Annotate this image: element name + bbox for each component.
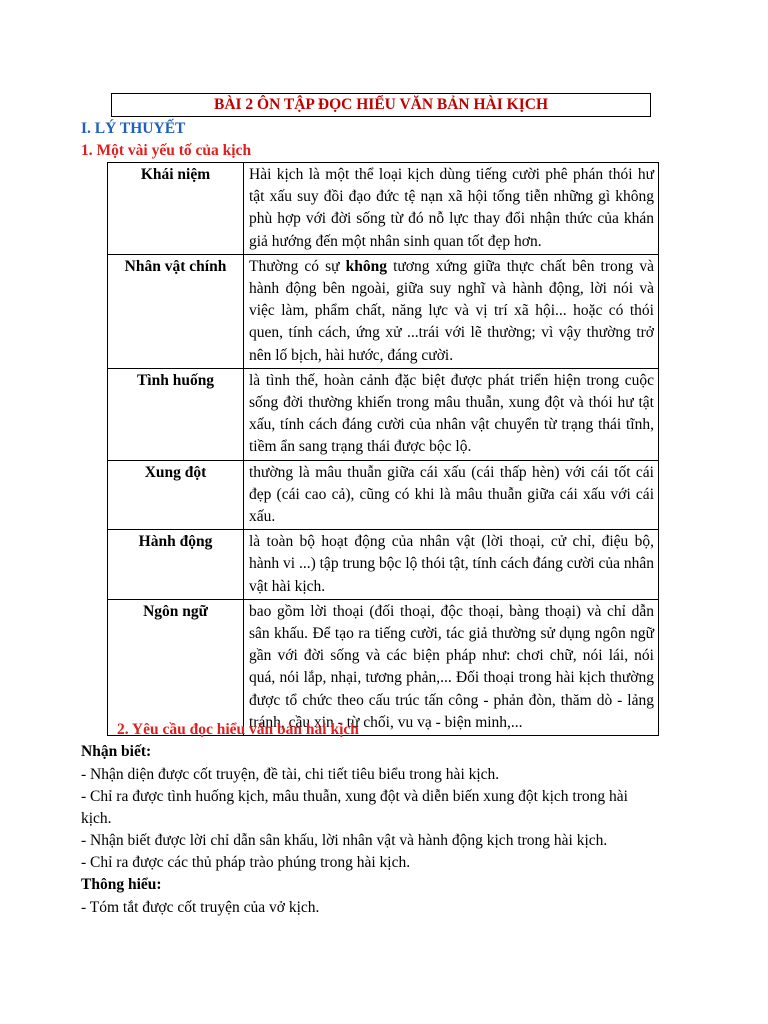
subsection-heading-requirements: 2. Yêu cầu đọc hiểu văn bản hài kịch bbox=[117, 721, 359, 738]
drama-elements-table bbox=[107, 162, 659, 736]
list-item: - Chỉ ra được các thủ pháp trào phúng trong hài kịch. bbox=[81, 854, 411, 871]
definition-cell: Hài kịch là một thể loại kịch dùng tiếng cười phê phán thói hư tật xấu suy đồi đạo đức tệ nạn xã hội tống tiễn những gì không phù hợp với đời sống từ đó nỗ lực thay đổi nhận thức của khán giả hướng đến một nhân sinh quan tốt đẹp hơn. bbox=[244, 163, 659, 255]
list-item: kịch. bbox=[81, 810, 112, 827]
table-row bbox=[108, 460, 659, 530]
table-row bbox=[108, 163, 659, 255]
term-cell: Hành động bbox=[108, 530, 244, 600]
table-row bbox=[108, 368, 659, 460]
table-row bbox=[108, 599, 659, 735]
definition-cell: là tình thế, hoàn cảnh đặc biệt được phát triển hiện trong cuộc sống đời thường khiến trong mâu thuẫn, xung đột và thói hư tật xấu, tính cách đáng cười của nhân vật chuyển từ trạng thái tĩnh, tiềm ẩn sang trạng thái được bộc lộ. bbox=[244, 368, 659, 460]
term-cell: Khái niệm bbox=[108, 163, 244, 255]
term-cell: Nhân vật chính bbox=[108, 254, 244, 368]
term-cell: Tình huống bbox=[108, 368, 244, 460]
understand-heading: Thông hiểu: bbox=[81, 876, 162, 893]
list-item: - Nhận diện được cốt truyện, đề tài, chi tiết tiêu biểu trong hài kịch. bbox=[81, 766, 500, 783]
definition-cell: là toàn bộ hoạt động của nhân vật (lời thoại, cử chỉ, điệu bộ, hành vi ...) tập trung bộc lộ thói tật, tính cách đáng cười của nhân vật hài kịch. bbox=[244, 530, 659, 600]
list-item: - Chỉ ra được tình huống kịch, mâu thuẫn, xung đột và diễn biến xung đột kịch trong hài bbox=[81, 788, 628, 805]
recognize-heading: Nhận biết: bbox=[81, 743, 152, 760]
term-cell: Xung đột bbox=[108, 460, 244, 530]
table-row bbox=[108, 530, 659, 600]
section-heading-theory: I. LÝ THUYẾT bbox=[81, 120, 186, 137]
subsection-heading-elements: 1. Một vài yếu tố của kịch bbox=[81, 142, 252, 159]
list-item: - Tóm tắt được cốt truyện của vở kịch. bbox=[81, 899, 320, 916]
lesson-title: BÀI 2 ÔN TẬP ĐỌC HIỂU VĂN BẢN HÀI KỊCH bbox=[111, 93, 651, 117]
list-item: - Nhận biết được lời chỉ dẫn sân khấu, lời nhân vật và hành động kịch trong hài kịch. bbox=[81, 832, 608, 849]
definition-cell: bao gồm lời thoại (đối thoại, độc thoại, bàng thoại) và chỉ dẫn sân khấu. Để tạo ra tiếng cười, tác giả thường sử dụng ngôn ngữ gần với đời sống và các biện pháp như: chơi chữ, nói lái, nói quá, nói lắp, nhại, tương phản,... Đối thoại trong hài kịch thường được tổ chức theo cấu trúc tấn công - phản đòn, thăm dò - lảng tránh, cầu xin - từ chối, vu vạ - biện minh,... bbox=[244, 599, 659, 735]
definition-cell: Thường có sự không tương xứng giữa thực chất bên trong và hành động bên ngoài, giữa suy nghĩ và hành động, lời nói và việc làm, phẩm chất, năng lực và vị trí xã hội... hoặc có thói quen, tính cách, ứng xử ...trái với lẽ thường; vì vậy thường trở nên lố bịch, hài hước, đáng cười. bbox=[244, 254, 659, 368]
definition-cell: thường là mâu thuẫn giữa cái xấu (cái thấp hèn) với cái tốt cái đẹp (cái cao cả), cũng có khi là mâu thuẫn giữa cái xấu với cái xấu. bbox=[244, 460, 659, 530]
term-cell: Ngôn ngữ bbox=[108, 599, 244, 735]
table-row bbox=[108, 254, 659, 368]
